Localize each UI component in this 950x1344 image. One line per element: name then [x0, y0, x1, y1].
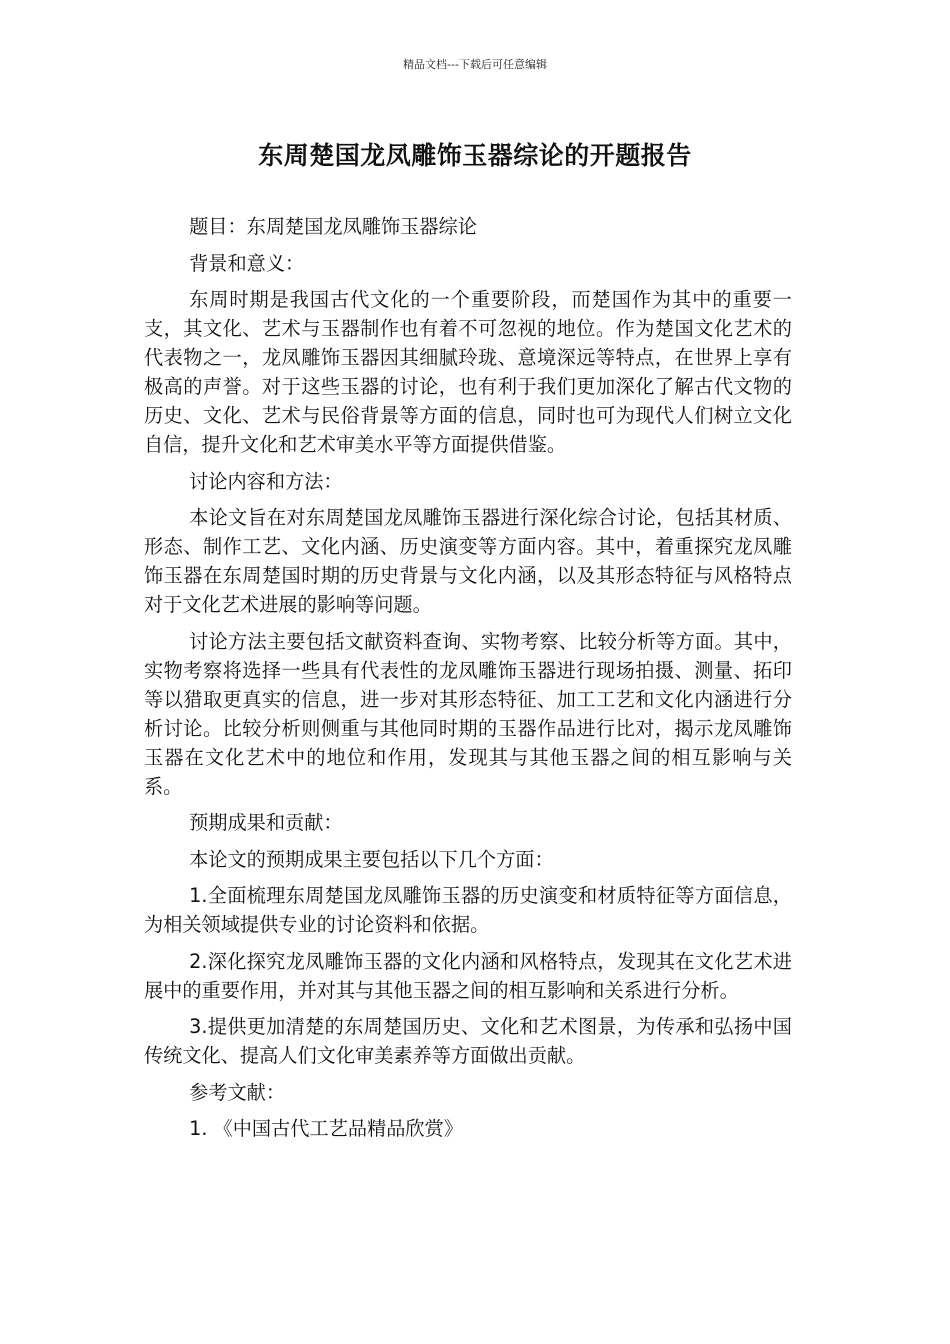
document-body — [144, 212, 792, 1151]
background-paragraph: 东周时期是我国古代文化的一个重要阶段，而楚国作为其中的重要一支，其文化、艺术与玉器制作也有着不可忽视的地位。作为楚国文化艺术的代表物之一，龙凤雕饰玉器因其细腻玲珑、意境深远等特点，在世界上享有极高的声誉。对于这些玉器的讨论，也有利于我们更加深化了解古代文物的历史、文化、艺术与民俗背景等方面的信息，同时也可为现代人们树立文化自信，提升文化和艺术审美水平等方面提供借鉴。 — [144, 288, 792, 456]
content-paragraph: 本论文旨在对东周楚国龙凤雕饰玉器进行深化综合讨论，包括其材质、形态、制作工艺、文化内涵、历史演变等方面内容。其中，着重探究龙凤雕饰玉器在东周楚国时期的历史背景与文化内涵，以及其形态特征与风格特点对于文化艺术进展的影响等问题。 — [144, 506, 792, 616]
outcome-item-1: 1.全面梳理东周楚国龙凤雕饰玉器的历史演变和材质特征等方面信息，为相关领域提供专业的讨论资料和依据。 — [144, 884, 792, 936]
section-heading-outcomes: 预期成果和贡献： — [189, 811, 343, 834]
outcomes-intro: 本论文的预期成果主要包括以下几个方面： — [189, 847, 554, 871]
method-paragraph: 讨论方法主要包括文献资料查询、实物考察、比较分析等方面。其中，实物考察将选择一些具有代表性的龙凤雕饰玉器进行现场拍摄、测量、拓印等以猎取更真实的信息，进一步对其形态特征、加工工艺和文化内涵进行分析讨论。比较分析则侧重与其他同时期的玉器作品进行比对，揭示龙凤雕饰玉器在文化艺术中的地位和作用，发现其与其他玉器之间的相互影响与关系。 — [144, 629, 792, 798]
outcome-item-2: 2.深化探究龙凤雕饰玉器的文化内涵和风格特点，发现其在文化艺术进展中的重要作用，并对其与其他玉器之间的相互影响和关系进行分析。 — [144, 949, 792, 1002]
section-heading-references: 参考文献： — [189, 1080, 286, 1104]
section-heading-content-method: 讨论内容和方法： — [189, 469, 343, 493]
section-heading-background: 背景和意义： — [189, 251, 305, 275]
topic-line: 题目：东周楚国龙凤雕饰玉器综论 — [189, 215, 477, 238]
document-title: 东周楚国龙凤雕饰玉器综论的开题报告 — [258, 141, 692, 170]
outcome-item-3: 3.提供更加清楚的东周楚国历史、文化和艺术图景，为传承和弘扬中国传统文化、提高人们文化审美素养等方面做出贡献。 — [144, 1015, 792, 1067]
page-header: 精品文档---下载后可任意编辑 — [403, 58, 547, 71]
reference-item-1: 1. 《中国古代工艺品精品欣赏》 — [189, 1117, 463, 1140]
